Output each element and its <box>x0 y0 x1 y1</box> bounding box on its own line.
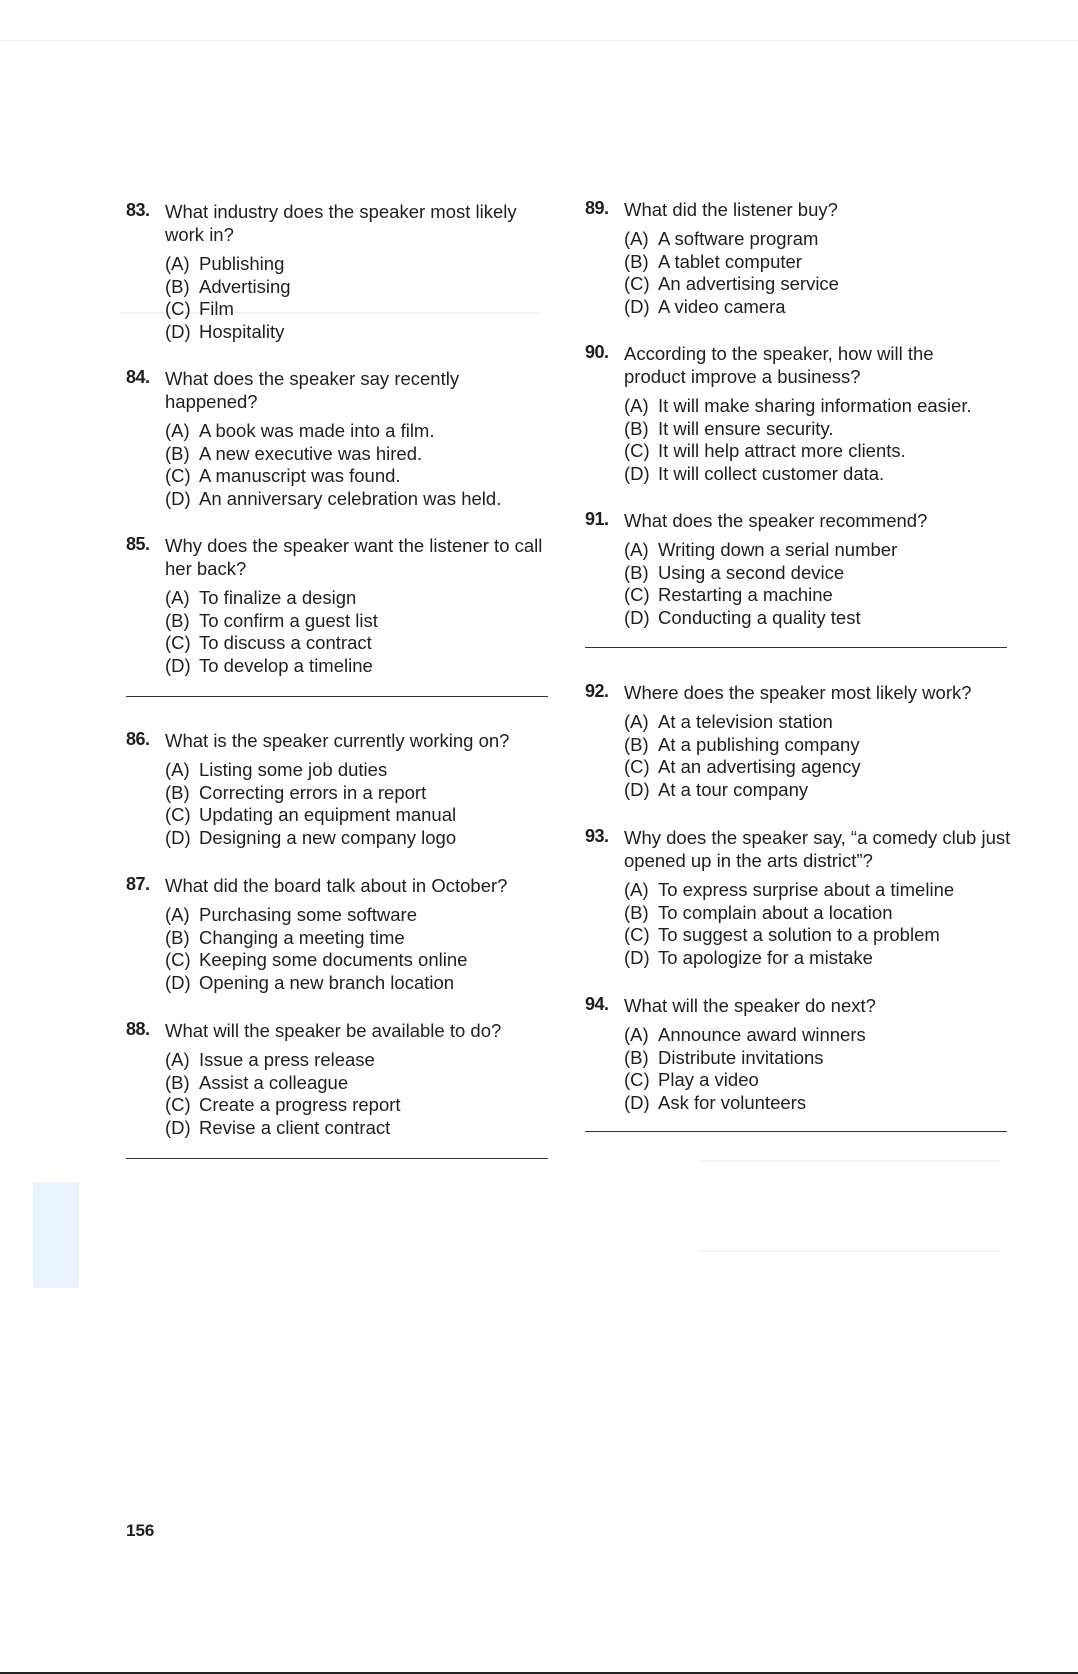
option <box>624 1024 1005 1047</box>
option <box>165 927 546 950</box>
option-letter: (A) <box>165 904 190 925</box>
option-letter: (B) <box>165 275 190 297</box>
option-letter: (C) <box>624 440 650 461</box>
option-letter: (A) <box>165 420 190 441</box>
option <box>624 607 1005 630</box>
side-tab-marker <box>33 1182 79 1288</box>
option-letter: (A) <box>624 395 649 416</box>
bleed-through-line <box>700 1250 1000 1252</box>
question-number: 92. <box>585 681 609 701</box>
option <box>624 756 1005 779</box>
option-text: A new executive was hired. <box>199 442 423 464</box>
option-letter: (C) <box>624 756 650 777</box>
option-text: Announce award winners <box>658 1024 866 1045</box>
option-text: Changing a meeting time <box>199 926 405 948</box>
option-text: An anniversary celebration was held. <box>199 487 502 509</box>
option-letter: (D) <box>624 606 650 628</box>
option-text: Writing down a serial number <box>658 539 898 560</box>
option-letter: (B) <box>165 442 190 464</box>
option-text: At an advertising agency <box>658 756 861 777</box>
options <box>624 228 1005 318</box>
option <box>624 1047 1005 1070</box>
question-86 <box>126 729 546 849</box>
option <box>165 804 546 827</box>
option <box>165 759 546 782</box>
option-letter: (B) <box>165 926 190 948</box>
question-88 <box>126 1019 546 1139</box>
option <box>624 228 1005 251</box>
option-letter: (C) <box>165 465 191 486</box>
option-letter: (C) <box>165 1094 191 1115</box>
option-text: It will make sharing information easier. <box>658 395 972 416</box>
question-number: 85. <box>126 534 150 554</box>
option <box>624 562 1005 585</box>
option-letter: (D) <box>624 778 650 800</box>
option <box>624 779 1005 802</box>
option-text: A tablet computer <box>658 250 802 272</box>
option <box>165 782 546 805</box>
option-text: To discuss a contract <box>199 632 372 653</box>
option <box>165 904 546 927</box>
options <box>624 1024 1005 1114</box>
question-number: 91. <box>585 509 609 529</box>
option-letter: (C) <box>165 298 191 319</box>
option-text: To suggest a solution to a problem <box>658 924 940 945</box>
question-text: What is the speaker currently working on? <box>165 730 510 751</box>
options <box>165 420 546 510</box>
option-text: To finalize a design <box>199 587 357 608</box>
option-letter: (B) <box>624 417 649 439</box>
option <box>624 947 1005 970</box>
option-letter: (D) <box>624 946 650 968</box>
option-text: Assist a colleague <box>199 1071 349 1093</box>
question-text: Where does the speaker most likely work? <box>624 682 972 703</box>
question-91 <box>585 509 1005 629</box>
option <box>165 610 546 633</box>
option-letter: (A) <box>624 228 649 249</box>
option-text: Correcting errors in a report <box>199 781 427 803</box>
option-text: At a tour company <box>658 778 809 800</box>
option <box>624 584 1005 607</box>
option-text: Listing some job duties <box>199 759 388 780</box>
options <box>165 253 546 343</box>
question-text: Why does the speaker say, “a comedy club just opened up in the arts district”? <box>624 827 1011 871</box>
option <box>624 539 1005 562</box>
option-letter: (C) <box>165 949 191 970</box>
option-text: Ask for volunteers <box>658 1091 807 1113</box>
question-text: What did the listener buy? <box>624 199 838 220</box>
option <box>624 924 1005 947</box>
question-93 <box>585 826 1011 969</box>
question-text: What industry does the speaker most likely work in? <box>165 201 517 245</box>
option <box>165 632 546 655</box>
question-number: 90. <box>585 342 609 362</box>
option-letter: (B) <box>165 609 190 631</box>
options <box>165 587 546 677</box>
option-text: Revise a client contract <box>199 1116 391 1138</box>
option-text: Film <box>199 298 234 319</box>
option-text: A manuscript was found. <box>199 465 401 486</box>
question-number: 89. <box>585 198 609 218</box>
option-text: Advertising <box>199 275 291 297</box>
question-84 <box>126 367 546 510</box>
section-divider <box>585 647 1007 648</box>
option-text: At a television station <box>658 711 833 732</box>
option-text: Keeping some documents online <box>199 949 468 970</box>
option-letter: (B) <box>624 901 649 923</box>
option-text: Play a video <box>658 1069 759 1090</box>
option <box>165 276 546 299</box>
option <box>165 465 546 488</box>
option-letter: (A) <box>165 587 190 608</box>
option-text: At a publishing company <box>658 733 860 755</box>
option-letter: (D) <box>165 826 191 848</box>
question-number: 83. <box>126 200 150 220</box>
option <box>624 296 1005 319</box>
option <box>165 1072 546 1095</box>
section-divider <box>126 696 548 697</box>
option <box>624 440 1005 463</box>
option-text: To develop a timeline <box>199 654 373 676</box>
option-letter: (B) <box>624 561 649 583</box>
option <box>624 251 1005 274</box>
option-text: Restarting a machine <box>658 584 833 605</box>
option <box>165 321 546 344</box>
top-scan-line <box>0 40 1078 41</box>
question-number: 84. <box>126 367 150 387</box>
option-text: To apologize for a mistake <box>658 946 873 968</box>
option <box>624 273 1005 296</box>
option-letter: (B) <box>624 733 649 755</box>
question-number: 93. <box>585 826 609 846</box>
question-87 <box>126 874 546 994</box>
option <box>165 655 546 678</box>
option <box>165 1094 546 1117</box>
option-letter: (D) <box>165 654 191 676</box>
option-letter: (A) <box>624 879 649 900</box>
question-number: 87. <box>126 874 150 894</box>
option <box>165 298 546 321</box>
options <box>624 539 1005 629</box>
option-text: Using a second device <box>658 561 845 583</box>
option-letter: (B) <box>165 781 190 803</box>
option-letter: (D) <box>165 320 191 342</box>
question-90 <box>585 342 1005 485</box>
option-letter: (C) <box>624 584 650 605</box>
question-number: 86. <box>126 729 150 749</box>
option-letter: (A) <box>624 539 649 560</box>
question-85 <box>126 534 546 677</box>
options <box>165 904 546 994</box>
option-letter: (C) <box>624 273 650 294</box>
question-89 <box>585 198 1005 318</box>
option-letter: (C) <box>624 924 650 945</box>
option-text: Hospitality <box>199 320 285 342</box>
option-letter: (A) <box>165 759 190 780</box>
section-divider <box>126 1158 548 1159</box>
option <box>165 587 546 610</box>
option-letter: (B) <box>165 1071 190 1093</box>
option <box>165 443 546 466</box>
option <box>624 711 1005 734</box>
option <box>165 420 546 443</box>
option-letter: (D) <box>165 487 191 509</box>
option-text: A book was made into a film. <box>199 420 435 441</box>
option-letter: (D) <box>165 971 191 993</box>
option-text: Issue a press release <box>199 1049 375 1070</box>
options <box>624 395 1005 485</box>
option <box>165 488 546 511</box>
question-number: 88. <box>126 1019 150 1039</box>
question-text: What will the speaker be available to do? <box>165 1020 502 1041</box>
option-letter: (B) <box>624 1046 649 1068</box>
option-letter: (C) <box>165 632 191 653</box>
option-letter: (A) <box>165 1049 190 1070</box>
option <box>165 972 546 995</box>
option-text: Updating an equipment manual <box>199 804 457 825</box>
option <box>624 1092 1005 1115</box>
option <box>165 253 546 276</box>
option <box>624 902 1005 925</box>
option-text: To complain about a location <box>658 901 893 923</box>
question-text: What will the speaker do next? <box>624 995 876 1016</box>
option <box>624 463 1005 486</box>
option <box>165 1049 546 1072</box>
option-text: It will ensure security. <box>658 417 834 439</box>
option <box>165 1117 546 1140</box>
option-letter: (A) <box>624 711 649 732</box>
option-text: It will collect customer data. <box>658 462 885 484</box>
option-text: It will help attract more clients. <box>658 440 906 461</box>
option-text: Purchasing some software <box>199 904 417 925</box>
bleed-through-line <box>700 1160 1000 1162</box>
option-letter: (D) <box>624 462 650 484</box>
option-text: A software program <box>658 228 819 249</box>
section-divider <box>585 1131 1007 1132</box>
option <box>165 827 546 850</box>
option-letter: (D) <box>624 1091 650 1113</box>
options <box>165 759 546 849</box>
option <box>624 734 1005 757</box>
option-letter: (A) <box>624 1024 649 1045</box>
option-letter: (D) <box>624 295 650 317</box>
options <box>624 711 1005 801</box>
question-83 <box>126 200 546 343</box>
option <box>624 1069 1005 1092</box>
option-text: An advertising service <box>658 273 839 294</box>
option-text: To confirm a guest list <box>199 609 378 631</box>
option-letter: (A) <box>165 253 190 274</box>
option <box>624 395 1005 418</box>
question-text: What does the speaker recommend? <box>624 510 928 531</box>
option-text: Distribute invitations <box>658 1046 824 1068</box>
option <box>624 879 1005 902</box>
option-text: Create a progress report <box>199 1094 401 1115</box>
option-text: Publishing <box>199 253 285 274</box>
option-letter: (B) <box>624 250 649 272</box>
option-text: To express surprise about a timeline <box>658 879 955 900</box>
question-text: Why does the speaker want the listener to call her back? <box>165 535 543 579</box>
option-text: Conducting a quality test <box>658 606 861 628</box>
option-letter: (C) <box>165 804 191 825</box>
question-number: 94. <box>585 994 609 1014</box>
question-92 <box>585 681 1005 801</box>
option-letter: (C) <box>624 1069 650 1090</box>
option <box>165 949 546 972</box>
option <box>624 418 1005 441</box>
question-text: According to the speaker, how will the product improve a business? <box>624 343 934 387</box>
question-94 <box>585 994 1005 1114</box>
options <box>165 1049 546 1139</box>
option-text: Opening a new branch location <box>199 971 455 993</box>
question-text: What did the board talk about in October? <box>165 875 508 896</box>
options <box>624 879 1005 969</box>
question-text: What does the speaker say recently happened? <box>165 368 460 412</box>
option-letter: (D) <box>165 1116 191 1138</box>
option-text: A video camera <box>658 295 786 317</box>
option-text: Designing a new company logo <box>199 826 457 848</box>
page-number: 156 <box>126 1521 155 1540</box>
